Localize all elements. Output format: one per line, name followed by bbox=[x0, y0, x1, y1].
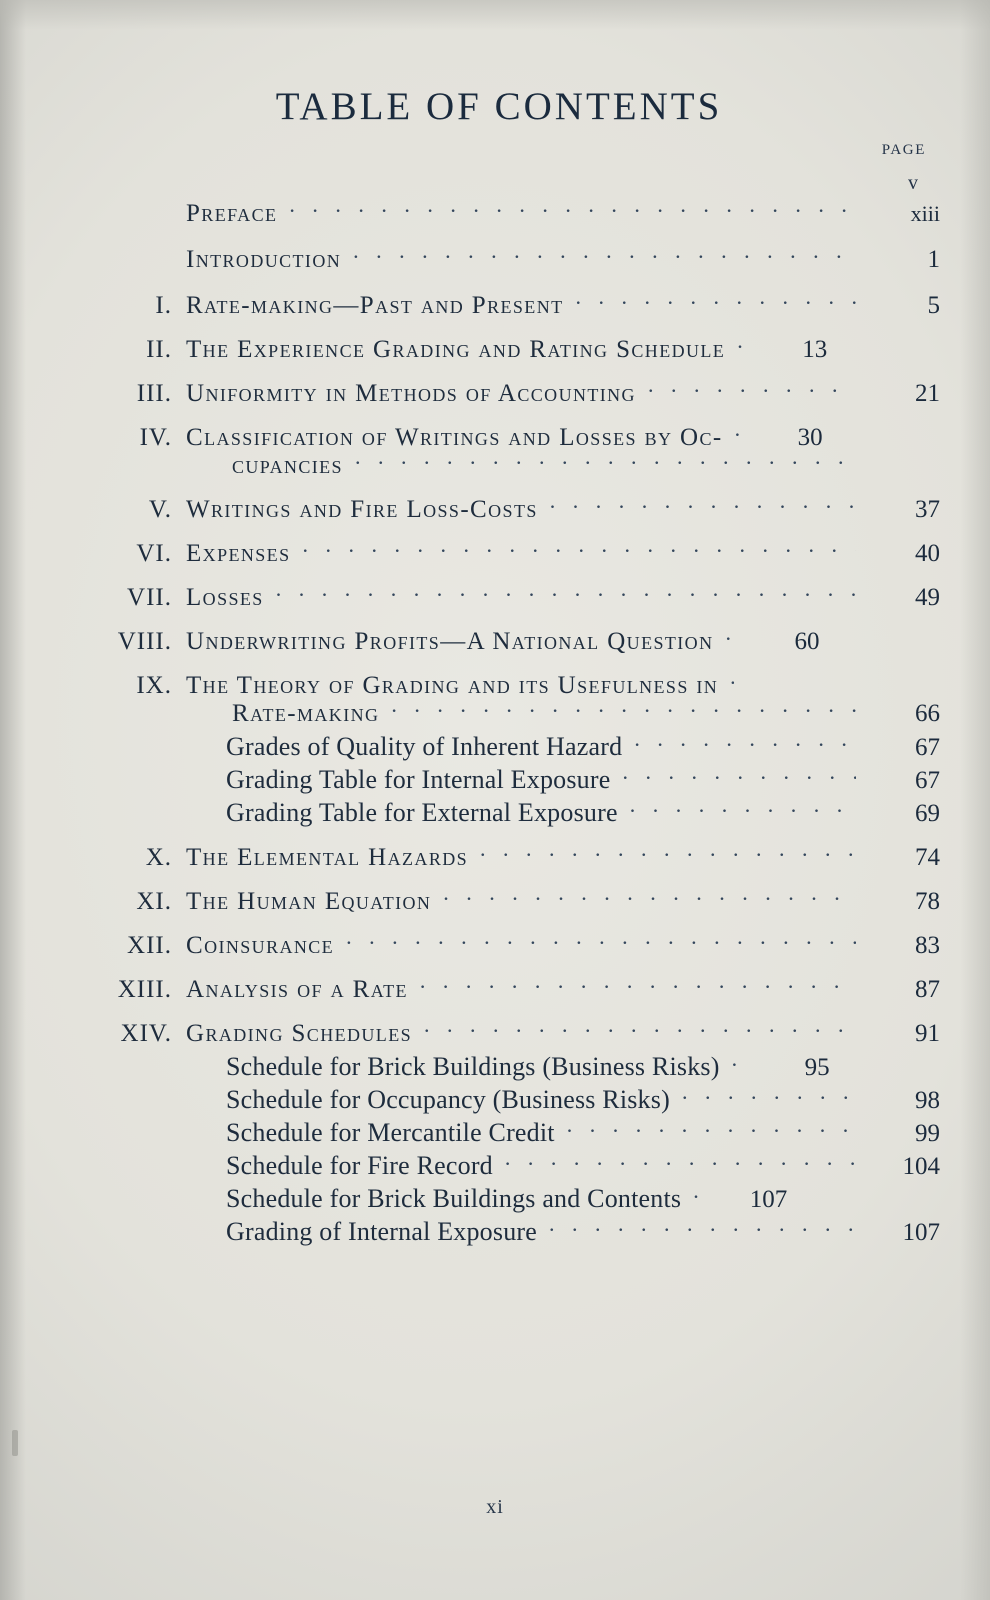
toc-entry-page: 30 bbox=[797, 424, 823, 451]
toc-leader-dots bbox=[630, 805, 856, 821]
toc-entry-number: X. bbox=[145, 844, 172, 871]
toc-entry-label: Rate-making—Past and Present bbox=[186, 292, 564, 319]
toc-entry-page: 66 bbox=[915, 700, 940, 727]
toc-subentry-label: Schedule for Occupancy (Business Risks) bbox=[226, 1085, 670, 1114]
toc-entry-chapter-2[interactable] bbox=[60, 336, 940, 364]
toc-leader-dots bbox=[355, 457, 856, 473]
toc-entry-chapter-4[interactable] bbox=[60, 424, 940, 452]
toc-entry-page: 1 bbox=[927, 246, 940, 273]
toc-subentry[interactable] bbox=[60, 1052, 940, 1082]
toc-leader-dots bbox=[480, 849, 856, 865]
toc-entry-chapter-9-continuation bbox=[60, 700, 940, 728]
toc-leader-dots bbox=[391, 705, 856, 721]
toc-entry-number: VI. bbox=[136, 540, 172, 567]
toc-entry-page: 60 bbox=[794, 628, 820, 655]
toc-leader-dots bbox=[346, 937, 856, 953]
toc-leader-dots bbox=[289, 205, 856, 221]
toc-entry-page: 40 bbox=[915, 540, 940, 567]
toc-subentry[interactable] bbox=[60, 1151, 940, 1181]
toc-entry-number: VIII. bbox=[117, 628, 172, 655]
toc-entry-label: Underwriting Profits—A National Question bbox=[186, 628, 714, 655]
toc-entry-chapter-8[interactable] bbox=[60, 628, 940, 656]
toc-entry-page: 37 bbox=[915, 496, 940, 523]
toc-entry-number: III. bbox=[136, 380, 172, 407]
toc-entry-number: VII. bbox=[127, 584, 172, 611]
page-mark bbox=[12, 1430, 18, 1456]
toc-entry-label: Analysis of a Rate bbox=[186, 976, 408, 1003]
toc-subentry-page: 98 bbox=[915, 1087, 940, 1114]
toc-leader-dots bbox=[276, 589, 856, 605]
toc-subentry-page: 67 bbox=[915, 734, 940, 761]
page-folio: xi bbox=[486, 1496, 504, 1518]
toc-entry-page: 74 bbox=[915, 844, 940, 871]
page-column-header-value: v bbox=[908, 172, 918, 194]
toc-leader-dots bbox=[735, 429, 739, 445]
toc-subentry[interactable] bbox=[60, 1184, 940, 1214]
toc-entry-introduction[interactable] bbox=[60, 246, 940, 274]
toc-entry-chapter-12[interactable] bbox=[60, 932, 940, 960]
toc-entry-label: Writings and Fire Loss-Costs bbox=[186, 496, 538, 523]
toc-entry-number: XII. bbox=[127, 932, 172, 959]
toc-entry-label: Coinsurance bbox=[186, 932, 335, 959]
table-of-contents bbox=[60, 200, 940, 1250]
toc-entry-page: 49 bbox=[915, 584, 940, 611]
toc-leader-dots bbox=[549, 1224, 856, 1240]
toc-entry-page: 13 bbox=[802, 336, 828, 363]
toc-leader-dots bbox=[424, 1025, 856, 1041]
toc-entry-number: XIV. bbox=[120, 1020, 172, 1047]
toc-entry-page: xiii bbox=[910, 201, 940, 226]
toc-leader-dots bbox=[567, 1125, 856, 1141]
toc-leader-dots bbox=[550, 501, 856, 517]
toc-entry-page: 83 bbox=[915, 932, 940, 959]
toc-entry-label: The Elemental Hazards bbox=[186, 844, 469, 871]
toc-entry-chapter-6[interactable] bbox=[60, 540, 940, 568]
toc-subentry-page: 67 bbox=[915, 767, 940, 794]
toc-subentry-label: Grades of Quality of Inherent Hazard bbox=[226, 732, 623, 761]
toc-leader-dots bbox=[303, 545, 857, 561]
toc-subentry-page: 107 bbox=[902, 1219, 940, 1246]
toc-leader-dots bbox=[505, 1158, 856, 1174]
toc-entry-label: Expenses bbox=[186, 540, 291, 567]
toc-entry-number: II. bbox=[146, 336, 172, 363]
toc-entry-chapter-7[interactable] bbox=[60, 584, 940, 612]
toc-entry-number: XIII. bbox=[117, 976, 172, 1003]
toc-leader-dots bbox=[732, 1059, 746, 1075]
toc-subentry[interactable] bbox=[60, 765, 940, 795]
toc-entry-label: The Human Equation bbox=[186, 888, 432, 915]
toc-subentry-label: Schedule for Brick Buildings (Business Risks) bbox=[226, 1052, 720, 1081]
toc-entry-preface[interactable] bbox=[60, 200, 940, 228]
toc-entry-number: XI. bbox=[136, 888, 172, 915]
toc-subentry-label: Schedule for Mercantile Credit bbox=[226, 1118, 555, 1147]
toc-subentry-page: 104 bbox=[902, 1153, 940, 1180]
toc-leader-dots bbox=[737, 341, 743, 357]
toc-entry-label: The Theory of Grading and its Usefulness in bbox=[186, 672, 719, 699]
toc-entry-label-continued: cupancies bbox=[232, 452, 343, 479]
toc-entry-label: Introduction bbox=[186, 246, 342, 273]
toc-entry-label: Classification of Writings and Losses by Oc- bbox=[186, 424, 723, 451]
toc-entry-chapter-10[interactable] bbox=[60, 844, 940, 872]
toc-subentry-label: Grading Table for External Exposure bbox=[226, 798, 618, 827]
toc-leader-dots bbox=[682, 1092, 856, 1108]
toc-subentry[interactable] bbox=[60, 732, 940, 762]
toc-entry-number: I. bbox=[155, 292, 172, 319]
toc-subentry[interactable] bbox=[60, 1085, 940, 1115]
toc-subentry-page: 69 bbox=[915, 800, 940, 827]
toc-leader-dots bbox=[420, 981, 856, 997]
toc-leader-dots bbox=[634, 739, 856, 755]
toc-entry-number: V. bbox=[148, 496, 172, 523]
toc-leader-dots bbox=[576, 297, 857, 313]
toc-subentry-page: 95 bbox=[804, 1054, 830, 1081]
toc-entry-label: Grading Schedules bbox=[186, 1020, 413, 1047]
toc-leader-dots bbox=[353, 251, 856, 267]
toc-entry-page: 78 bbox=[915, 888, 940, 915]
toc-subentry[interactable] bbox=[60, 798, 940, 828]
toc-leader-dots bbox=[725, 633, 735, 649]
toc-entry-page: 87 bbox=[915, 976, 940, 1003]
toc-subentry-label: Schedule for Fire Record bbox=[226, 1151, 493, 1180]
page-title: TABLE OF CONTENTS bbox=[275, 85, 723, 128]
page-column-header: PAGE bbox=[881, 142, 926, 158]
toc-subentry[interactable] bbox=[60, 1217, 940, 1247]
toc-subentry-page: 99 bbox=[915, 1120, 940, 1147]
toc-entry-page: 5 bbox=[927, 292, 940, 319]
toc-subentry-page: 107 bbox=[749, 1186, 788, 1213]
toc-entry-label: The Experience Grading and Rating Schedule bbox=[186, 336, 726, 363]
toc-subentry-label: Grading of Internal Exposure bbox=[226, 1217, 537, 1246]
toc-subentry-label: Schedule for Brick Buildings and Contents bbox=[226, 1184, 682, 1213]
toc-entry-chapter-4-continuation bbox=[60, 452, 940, 480]
toc-entry-label: Uniformity in Methods of Accounting bbox=[186, 380, 636, 407]
toc-leader-dots bbox=[443, 893, 856, 909]
toc-leader-dots bbox=[622, 772, 856, 788]
toc-entry-chapter-1[interactable] bbox=[60, 292, 940, 320]
toc-entry-page: 21 bbox=[915, 380, 940, 407]
toc-entry-label: Preface bbox=[186, 200, 278, 227]
toc-subentry[interactable] bbox=[60, 1118, 940, 1148]
toc-entry-number: IX. bbox=[136, 672, 172, 699]
toc-entry-number: IV. bbox=[139, 424, 172, 451]
toc-entry-chapter-14[interactable] bbox=[60, 1020, 940, 1048]
toc-entry-chapter-11[interactable] bbox=[60, 888, 940, 916]
toc-entry-chapter-5[interactable] bbox=[60, 496, 940, 524]
toc-leader-dots bbox=[730, 677, 734, 693]
toc-entry-label-continued: Rate-making bbox=[232, 700, 380, 727]
toc-subentry-label: Grading Table for Internal Exposure bbox=[226, 765, 611, 794]
toc-entry-label: Losses bbox=[186, 584, 264, 611]
toc-entry-chapter-9[interactable] bbox=[60, 672, 940, 700]
toc-leader-dots bbox=[648, 385, 856, 401]
toc-entry-page: 91 bbox=[915, 1020, 940, 1047]
toc-entry-chapter-13[interactable] bbox=[60, 976, 940, 1004]
toc-entry-chapter-3[interactable] bbox=[60, 380, 940, 408]
toc-leader-dots bbox=[693, 1191, 703, 1207]
